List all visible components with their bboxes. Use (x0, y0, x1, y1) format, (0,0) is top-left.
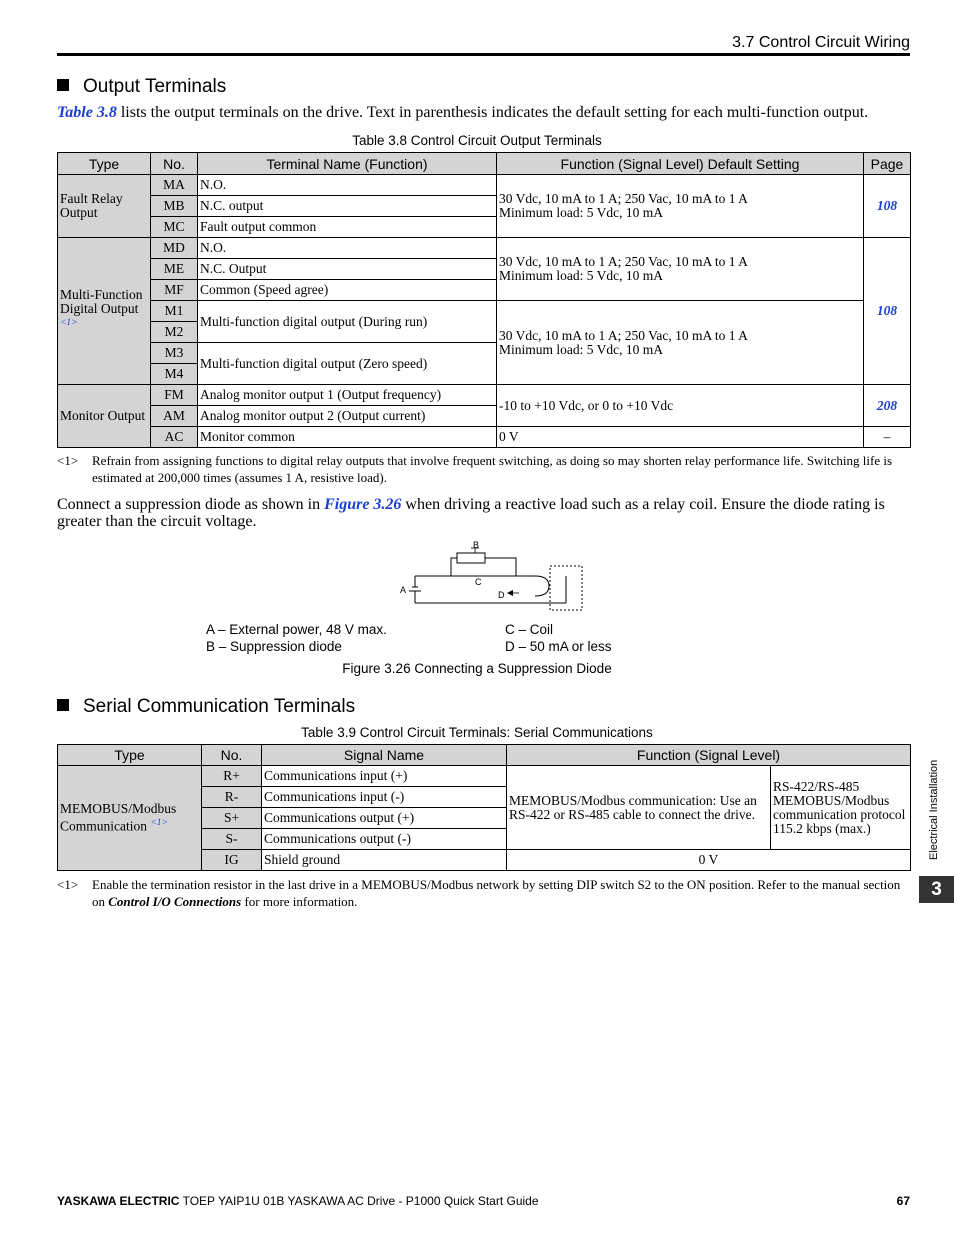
col-type-header: Type (58, 153, 151, 175)
function-line: 30 Vdc, 10 mA to 1 A; 250 Vac, 10 mA to 1 A (499, 254, 748, 269)
fault-relay-function (497, 175, 864, 238)
multi-function-type (58, 238, 151, 385)
monitor-output-type: Monitor Output (58, 385, 151, 448)
output-intro-text: lists the output terminals on the drive. Text in parenthesis indicates the default setting for each multi-function output. (116, 104, 869, 121)
terminal-no: M2 (151, 322, 198, 343)
col-type-header: Type (58, 745, 202, 766)
signal-name: Communications input (+) (262, 766, 507, 787)
table-row (58, 427, 911, 448)
terminal-no: IG (202, 850, 262, 871)
table-row (58, 766, 911, 787)
function-line: 30 Vdc, 10 mA to 1 A; 250 Vac, 10 mA to 1 A (499, 327, 748, 343)
footnote-text-part: Enable the termination resistor in the last drive in a MEMOBUS/Modbus network by setting DIP switch S2 to the ON position. Refer to the manual section on (92, 877, 901, 909)
table-row (58, 385, 911, 406)
signal-name: Communications input (-) (262, 787, 507, 808)
page-footer (57, 1194, 539, 1208)
signal-name: Shield ground (262, 850, 507, 871)
output-terminals-heading (57, 76, 226, 98)
footnote-1 (57, 452, 910, 486)
terminal-no: ME (151, 259, 198, 280)
terminal-name: N.C. output (198, 196, 497, 217)
terminal-no: AM (151, 406, 198, 427)
terminal-no: AC (151, 427, 198, 448)
terminal-no: M4 (151, 364, 198, 385)
terminal-no: MF (151, 280, 198, 301)
col-function-header: Function (Signal Level) (507, 745, 911, 766)
footnote-text (92, 876, 910, 910)
label-b: B (473, 540, 480, 550)
figure-legend-right (505, 621, 612, 655)
mf-photocoupler-function (497, 301, 864, 385)
terminal-name: Monitor common (198, 427, 497, 448)
paragraph-text: when driving a reactive load such as a relay coil. Ensure the diode rating is greater than the circuit voltage. (57, 496, 885, 530)
control-io-connections-link[interactable]: Control I/O Connections (108, 894, 242, 909)
terminal-no: M1 (151, 301, 198, 322)
heading-bullet-icon (57, 699, 69, 711)
section-header: 3.7 Control Circuit Wiring (732, 34, 910, 51)
legend-item: C – Coil (505, 622, 554, 637)
memobus-type (58, 766, 202, 871)
table-3-8-link[interactable]: Table 3.8 (57, 104, 117, 121)
protocol-cell (771, 766, 911, 850)
serial-terminals-table (57, 744, 911, 871)
footnote-marker: <1> (57, 453, 79, 468)
col-page-header: Page (864, 153, 911, 175)
fault-relay-page-link[interactable]: 108 (864, 175, 911, 238)
paragraph-text: Connect a suppression diode as shown in (57, 496, 325, 513)
terminal-name: N.O. (198, 175, 497, 196)
terminal-no: MC (151, 217, 198, 238)
memobus-function: MEMOBUS/Modbus communication: Use an RS-422 or RS-485 cable to connect the drive. (507, 766, 771, 850)
memobus-type-label: MEMOBUS/Modbus Communication (60, 801, 177, 834)
figure-3-26-link[interactable]: Figure 3.26 (324, 496, 402, 513)
function-line: Minimum load: 5 Vdc, 10 mA (499, 205, 663, 220)
table-3-9-caption: Table 3.9 Control Circuit Terminals: Serial Communications (301, 725, 653, 740)
terminal-no: R+ (202, 766, 262, 787)
figure-3-26-caption: Figure 3.26 Connecting a Suppression Diode (342, 661, 612, 676)
footnote-text-part: for more information. (241, 894, 358, 909)
signal-name: Communications output (+) (262, 808, 507, 829)
protocol-line: RS-422/RS-485 (773, 778, 860, 794)
function-line: Minimum load: 5 Vdc, 10 mA (499, 341, 663, 357)
table-row (58, 175, 911, 196)
multi-function-type-label: Multi-Function Digital Output (60, 287, 143, 317)
signal-name: Communications output (-) (262, 829, 507, 850)
terminal-no: S+ (202, 808, 262, 829)
legend-item: D – 50 mA or less (505, 639, 612, 654)
table-row (58, 238, 911, 259)
protocol-line: 115.2 kbps (max.) (773, 820, 871, 836)
terminal-name: Common (Speed agree) (198, 280, 497, 301)
figure-legend-left (206, 621, 387, 655)
monitor-function: -10 to +10 Vdc, or 0 to +10 Vdc (497, 385, 864, 427)
col-no-header: No. (151, 153, 198, 175)
function-line: 30 Vdc, 10 mA to 1 A; 250 Vac, 10 mA to 1 A (499, 191, 748, 206)
table-header-row (58, 153, 911, 175)
terminal-name: N.O. (198, 238, 497, 259)
col-function-header: Function (Signal Level) Default Setting (497, 153, 864, 175)
label-d: D (498, 590, 505, 600)
output-terminals-table (57, 152, 911, 448)
col-signal-name-header: Signal Name (262, 745, 507, 766)
suppression-diode-diagram (395, 538, 590, 614)
legend-item: A – External power, 48 V max. (206, 622, 387, 637)
table-row (58, 301, 911, 322)
footnote-marker-link[interactable]: <1> (150, 818, 168, 829)
monitor-page-link[interactable]: 208 (864, 385, 911, 427)
label-a: A (400, 585, 407, 595)
label-c: C (475, 577, 482, 587)
terminal-no: MB (151, 196, 198, 217)
footnote-marker: <1> (57, 877, 79, 892)
footer-brand: YASKAWA ELECTRIC (57, 1194, 180, 1208)
col-no-header: No. (202, 745, 262, 766)
terminal-name: N.C. Output (198, 259, 497, 280)
page-number: 67 (896, 1194, 910, 1208)
terminal-no: S- (202, 829, 262, 850)
footnote-marker-link[interactable]: <1> (60, 318, 78, 329)
function-line: Minimum load: 5 Vdc, 10 mA (499, 268, 663, 283)
mf-relay-function (497, 238, 864, 301)
table-3-8-caption: Table 3.8 Control Circuit Output Terminals (352, 133, 602, 148)
chapter-side-label: Electrical Installation (928, 759, 940, 860)
suppression-diode-paragraph (57, 496, 910, 530)
legend-item: B – Suppression diode (206, 639, 342, 654)
terminal-no: FM (151, 385, 198, 406)
header-rule (57, 53, 910, 56)
terminal-name: Analog monitor output 2 (Output current) (198, 406, 497, 427)
serial-terminals-heading (57, 696, 355, 718)
protocol-line: MEMOBUS/Modbus communication protocol (773, 792, 906, 822)
output-intro-paragraph (57, 104, 910, 121)
output-terminals-title: Output Terminals (83, 76, 227, 97)
heading-bullet-icon (57, 79, 69, 91)
fault-relay-type: Fault Relay Output (58, 175, 151, 238)
terminal-no: M3 (151, 343, 198, 364)
terminal-no: MA (151, 175, 198, 196)
footnote-text: Refrain from assigning functions to digital relay outputs that involve frequent switching, as doing so may shorten relay performance life. Switching life is estimated at 200,000 times (assumes 1 A, resistive load). (92, 453, 893, 485)
monitor-common-page: – (864, 427, 911, 448)
footnote-2 (57, 876, 910, 910)
col-terminal-name-header: Terminal Name (Function) (198, 153, 497, 175)
multi-function-page-link[interactable]: 108 (864, 238, 911, 385)
table-header-row (58, 745, 911, 766)
terminal-name: Fault output common (198, 217, 497, 238)
shield-ground-function: 0 V (507, 850, 911, 871)
terminal-name: Multi-function digital output (Zero speed) (198, 343, 497, 385)
terminal-no: MD (151, 238, 198, 259)
footer-doc-title: TOEP YAIP1U 01B YASKAWA AC Drive - P1000 Quick Start Guide (179, 1194, 539, 1208)
chapter-tab: 3 (919, 876, 954, 903)
terminal-name: Analog monitor output 1 (Output frequency) (198, 385, 497, 406)
terminal-name: Multi-function digital output (During run) (198, 301, 497, 343)
serial-terminals-title: Serial Communication Terminals (83, 696, 356, 717)
terminal-no: R- (202, 787, 262, 808)
monitor-common-function: 0 V (497, 427, 864, 448)
